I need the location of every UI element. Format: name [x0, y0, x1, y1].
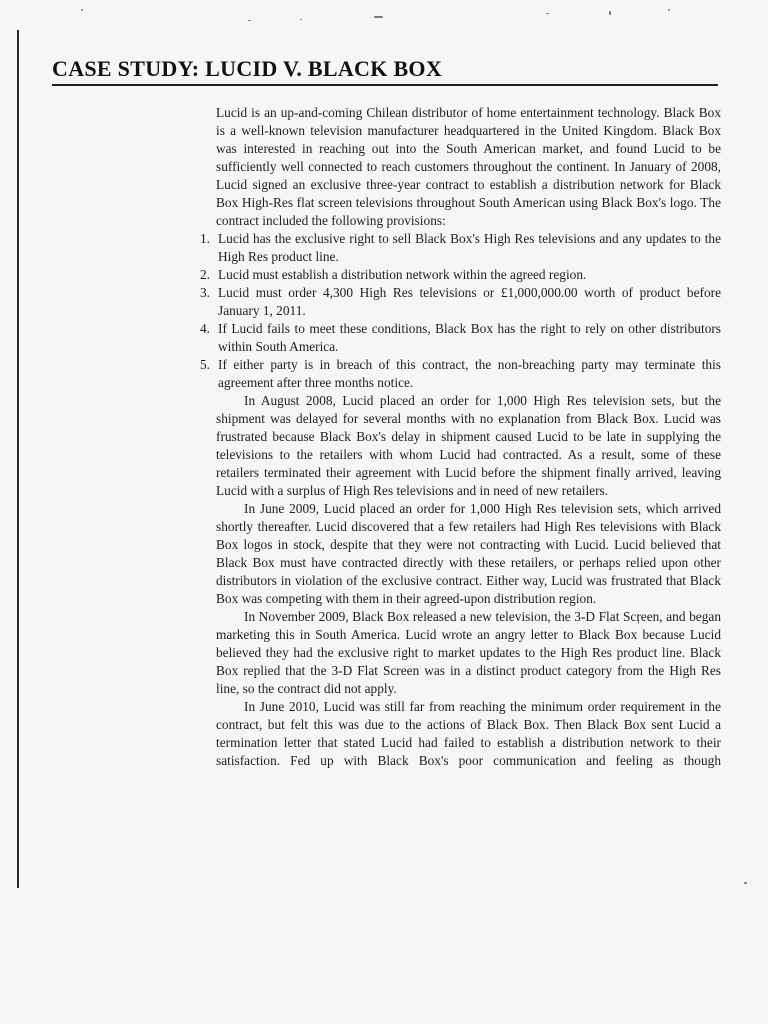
list-item [200, 320, 721, 356]
list-item-text: Lucid has the exclusive right to sell Black Box's High Res televisions and any updates to the High Res product line. [218, 231, 721, 264]
paragraph-august-2008: In August 2008, Lucid placed an order for 1,000 High Res television sets, but the shipment was delayed for several months with no explanation from Black Box. Lucid was frustrated because Black Box's delay in shipment caused Lucid to be late in supplying the televisions to the retailers with whom Lucid had contracted. As a result, some of these retailers terminated their agreement with Lucid before the shipment finally arrived, leaving Lucid with a surplus of High Res televisions and in need of new retailers. [216, 393, 721, 498]
provisions-list [200, 230, 721, 392]
case-study-body [200, 104, 721, 770]
list-item-text: Lucid must establish a distribution network within the agreed region. [218, 267, 587, 282]
scan-speck [744, 882, 747, 884]
list-item-number: 2. [200, 267, 211, 282]
list-item [200, 284, 721, 320]
scan-speck [609, 11, 611, 15]
scan-speck [374, 16, 383, 18]
scan-speck [668, 9, 670, 11]
title-underline [52, 84, 718, 86]
binding-edge-line [17, 30, 19, 888]
list-item-text: Lucid must order 4,300 High Res televisions or £1,000,000.00 worth of product before January 1, 2011. [218, 285, 721, 318]
scan-speck [81, 9, 83, 11]
scan-speck [546, 13, 549, 14]
paragraph-june-2010: In June 2010, Lucid was still far from reaching the minimum order requirement in the contract, but felt this was due to the actions of Black Box. Then Black Box sent Lucid a termination letter that stated Lucid had failed to establish a distribution network to their satisfaction. Fed up with Black Box's poor communication and feeling as though [216, 699, 721, 768]
list-item [200, 356, 721, 392]
paragraph-june-2009: In June 2009, Lucid placed an order for 1,000 High Res television sets, which arrived shortly thereafter. Lucid discovered that a few retailers had High Res televisions with Black Box logos in stock, despite that they were not contracting with Lucid. Lucid believed that Black Box must have contracted directly with these retailers, or perhaps relied upon other distributors in violation of the exclusive contract. Either way, Lucid was frustrated that Black Box was competing with them in their agreed-upon distribution region. [216, 501, 721, 606]
list-item-number: 5. [200, 357, 211, 372]
list-item-text: If either party is in breach of this contract, the non-breaching party may terminate this agreement after three months notice. [218, 357, 721, 390]
list-item [200, 266, 721, 284]
list-item-number: 4. [200, 321, 211, 336]
scan-speck [300, 19, 302, 20]
list-item-number: 3. [200, 285, 211, 300]
scan-speck [248, 20, 251, 21]
list-item-number: 1. [200, 231, 211, 246]
paragraph-november-2009: In November 2009, Black Box released a new television, the 3-D Flat Screen, and began marketing this in South America. Lucid wrote an angry letter to Black Box because Lucid believed they had the exclusive right to market updates to the High Res product line. Black Box replied that the 3-D Flat Screen was in a distinct product category from the High Res line, so the contract did not apply. [216, 609, 721, 696]
list-item-text: If Lucid fails to meet these conditions, Black Box has the right to rely on other distributors within South America. [218, 321, 721, 354]
list-item [200, 230, 721, 266]
intro-paragraph: Lucid is an up-and-coming Chilean distributor of home entertainment technology. Black Box is a well-known television manufacturer headquartered in the United Kingdom. Black Box was interested in reaching out into the South American market, and found Lucid to be sufficiently well connected to reach customers throughout the continent. In January of 2008, Lucid signed an exclusive three-year contract to establish a distribution network for Black Box High-Res flat screen televisions throughout South American using Black Box's logo. The contract included the following provisions: [216, 105, 721, 228]
page-title: CASE STUDY: LUCID V. BLACK BOX [52, 56, 443, 81]
